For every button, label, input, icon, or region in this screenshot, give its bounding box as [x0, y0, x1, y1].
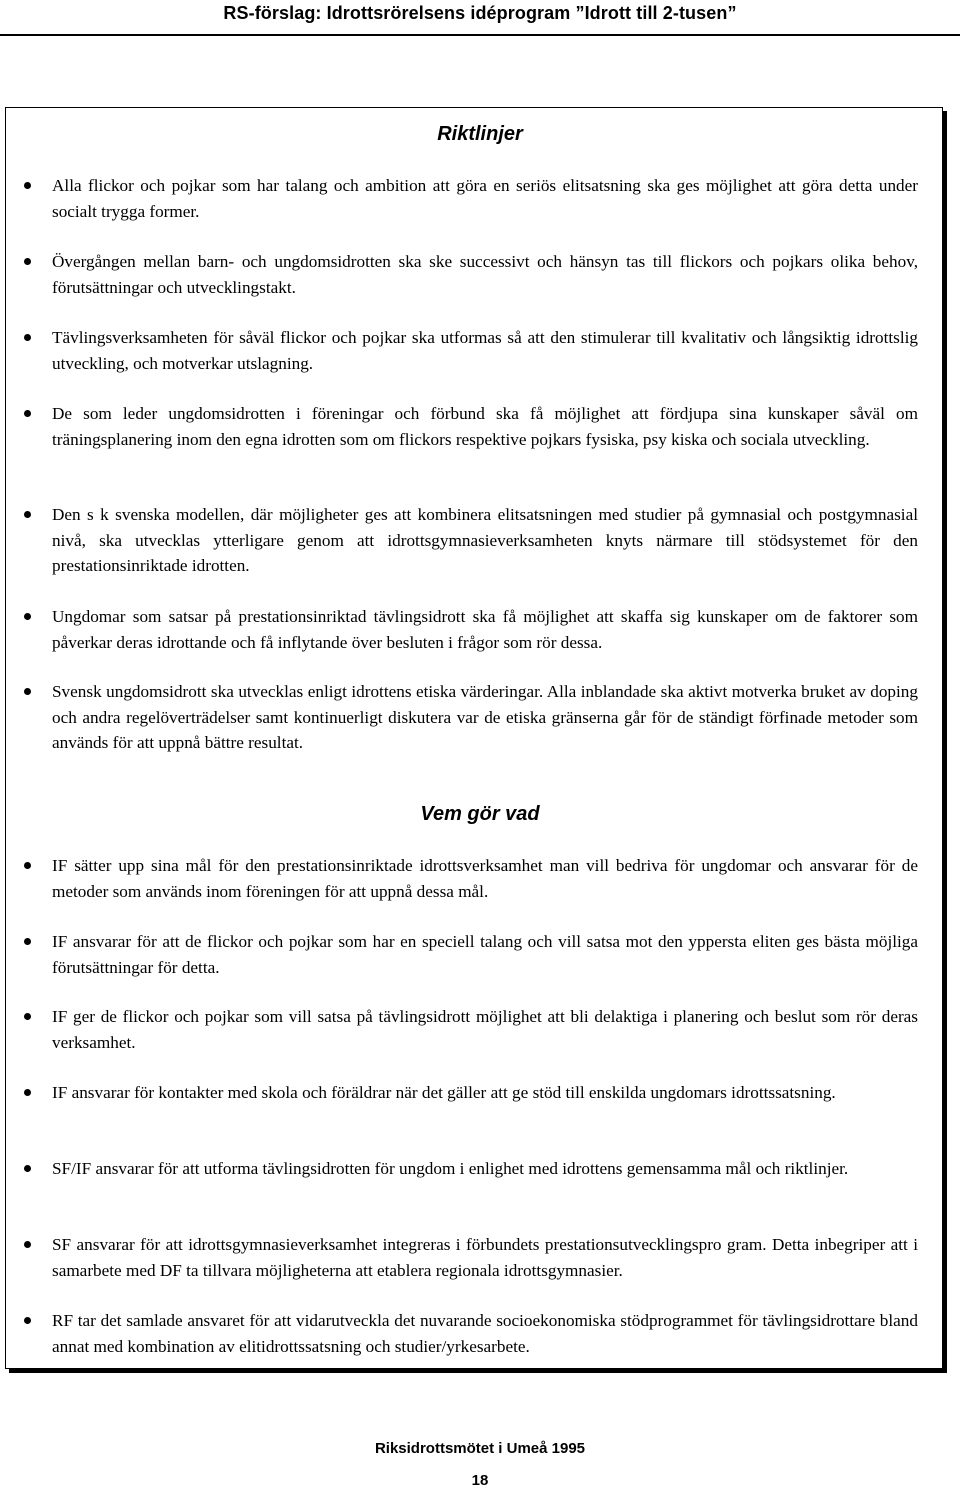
bullet-icon — [24, 613, 31, 620]
bullet-icon — [24, 182, 31, 189]
list-item-text: De som leder ungdomsidrotten i föreningar och förbund ska få möjlighet att fördjupa sina kunskaper såväl om träningsplanering inom den egna idrotten som om flickors respektive pojkars fysiska, psy kiska och sociala utveckling. — [52, 404, 918, 449]
list-item-text: IF ger de flickor och pojkar som vill satsa på tävlingsidrott möjlighet att bli delaktiga i planering och beslut som rör deras verksamhet. — [52, 1007, 918, 1052]
list-item-text: Alla flickor och pojkar som har talang och ambition att göra en seriös elitsatsning ska ges möjlighet att göra detta under socialt trygga former. — [52, 176, 918, 221]
section-title-vem-gor-vad: Vem gör vad — [420, 803, 540, 825]
list-item-text: IF ansvarar för kontakter med skola och föräldrar när det gäller att ge stöd till enskilda ungdomars idrottssatsning. — [52, 1083, 836, 1102]
bullet-icon — [24, 258, 31, 265]
list-item — [52, 173, 918, 224]
list-item — [52, 1080, 918, 1106]
bullet-icon — [24, 862, 31, 869]
list-item — [52, 1232, 918, 1283]
bullet-icon — [24, 1013, 31, 1020]
list-item — [52, 604, 918, 655]
list-item-text: Den s k svenska modellen, där möjligheter ges att kombinera elitsatsningen med studier på gymnasial och postgymnasial nivå, ska utvecklas ytterligare genom att idrottsgymnasieverksamheten knyts närmare till stödsystemet för den prestationsinriktade idrotten. — [52, 505, 918, 575]
bullet-icon — [24, 938, 31, 945]
list-item — [52, 1156, 918, 1182]
list-item-text: IF sätter upp sina mål för den prestationsinriktade idrottsverksamhet man vill bedriva för ungdomar och ansvarar för de metoder som används inom föreningen för att uppnå dessa mål. — [52, 856, 918, 901]
bullet-icon — [24, 1317, 31, 1324]
list-item — [52, 1308, 918, 1359]
list-item — [52, 401, 918, 452]
list-item-text: IF ansvarar för att de flickor och pojkar som har en speciell talang och vill satsa mot den yppersta eliten ges bästa möjliga förutsättningar för detta. — [52, 932, 918, 977]
page-header-title: RS-förslag: Idrottsrörelsens idéprogram ”Idrott till 2-tusen” — [223, 3, 737, 23]
list-item-text: Övergången mellan barn- och ungdomsidrotten ska ske successivt och hänsyn tas till flickors och pojkars olika behov, förutsättningar och utvecklingstakt. — [52, 252, 918, 297]
bullet-icon — [24, 334, 31, 341]
bullet-icon — [24, 1089, 31, 1096]
list-item — [52, 325, 918, 376]
list-item-text: Svensk ungdomsidrott ska utvecklas enligt idrottens etiska värderingar. Alla inblandade ska aktivt motverka bruket av doping och andra regelöverträdelser samt kontinuerligt diskutera var de etiska gränserna går för de ständigt förfinade metoder som används för att uppnå bättre resultat. — [52, 682, 918, 752]
bullet-icon — [24, 1165, 31, 1172]
list-item — [52, 679, 918, 756]
list-item — [52, 853, 918, 904]
list-item-text: Tävlingsverksamheten för såväl flickor och pojkar ska utformas så att den stimulerar till kvalitativ och långsiktig idrottslig utveckling, och motverkar utslagning. — [52, 328, 918, 373]
list-item-text: SF/IF ansvarar för att utforma tävlingsidrotten för ungdom i enlighet med idrottens gemensamma mål och riktlinjer. — [52, 1159, 849, 1178]
bullet-icon — [24, 511, 31, 518]
footer-title: Riksidrottsmötet i Umeå 1995 — [374, 1440, 586, 1457]
list-item-text: Ungdomar som satsar på prestationsinriktad tävlingsidrott ska få möjlighet att skaffa sig kunskaper om de faktorer som påverkar deras idrottande och få inflytande över besluten i frågor som rör dessa. — [52, 607, 918, 652]
header-rule — [0, 34, 960, 36]
list-item-text: SF ansvarar för att idrottsgymnasieverksamhet integreras i förbundets prestationsutvecklingspro gram. Detta inbegriper att i samarbete med DF ta tillvara möjligheterna att etablera regionala idrottsgymnasier. — [52, 1235, 918, 1280]
list-item — [52, 249, 918, 300]
page-number: 18 — [471, 1472, 489, 1489]
list-item-text: RF tar det samlade ansvaret för att vidarutveckla det nuvarande socioekonomiska stödprogrammet för tävlingsidrottare bland annat med kombination av elitidrottssatsning och studier/yrkesarbete. — [52, 1311, 918, 1356]
section-title-riktlinjer: Riktlinjer — [437, 123, 523, 145]
list-item — [52, 502, 918, 579]
list-item — [52, 929, 918, 980]
bullet-icon — [24, 1241, 31, 1248]
bullet-icon — [24, 410, 31, 417]
bullet-icon — [24, 688, 31, 695]
list-item — [52, 1004, 918, 1055]
